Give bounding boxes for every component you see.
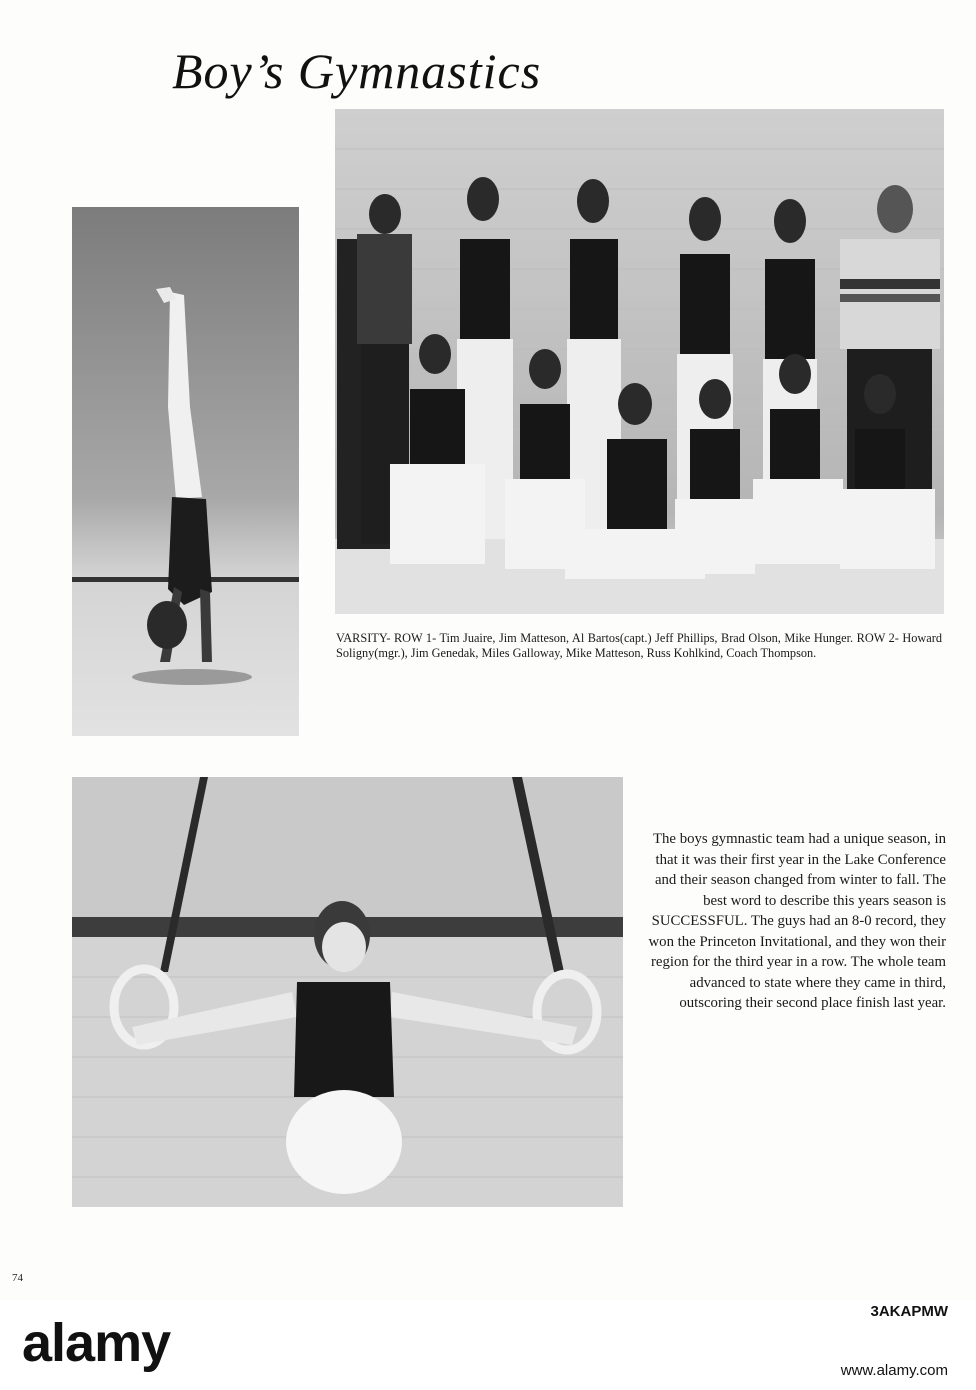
- team-photo-image: [335, 109, 944, 614]
- handstand-photo: [72, 207, 299, 736]
- stock-url: www.alamy.com: [840, 1362, 948, 1379]
- team-photo: [335, 109, 944, 614]
- rings-photo-image: [72, 777, 623, 1207]
- team-photo-caption: VARSITY- ROW 1- Tim Juaire, Jim Matteson, Al Bartos(capt.) Jeff Phillips, Brad Olson, Mike Hunger. ROW 2- Howard Soligny(mgr.), Jim Genedak, Miles Galloway, Mike Matteson, Russ Kohlkind, Coach Thompson.: [336, 631, 942, 660]
- page-title: Boy’s Gymnastics: [172, 43, 542, 99]
- stock-logo: alamy: [22, 1313, 171, 1373]
- handstand-photo-image: [72, 207, 299, 736]
- article-body: The boys gymnastic team had a unique season, in that it was their first year in the Lake Conference and their season changed from winter to fall. The best word to describe this years season is SUCCESSFUL. The guys had an 8-0 record, they won the Princeton Invitational, and they won their region for the third year in a row. The whole team advanced to state where they came in third, outscoring their second place finish last year.: [648, 831, 946, 1011]
- rings-photo: [72, 777, 623, 1207]
- page-number: 74: [12, 1272, 23, 1284]
- stock-image-id: 3AKAPMW: [870, 1303, 948, 1320]
